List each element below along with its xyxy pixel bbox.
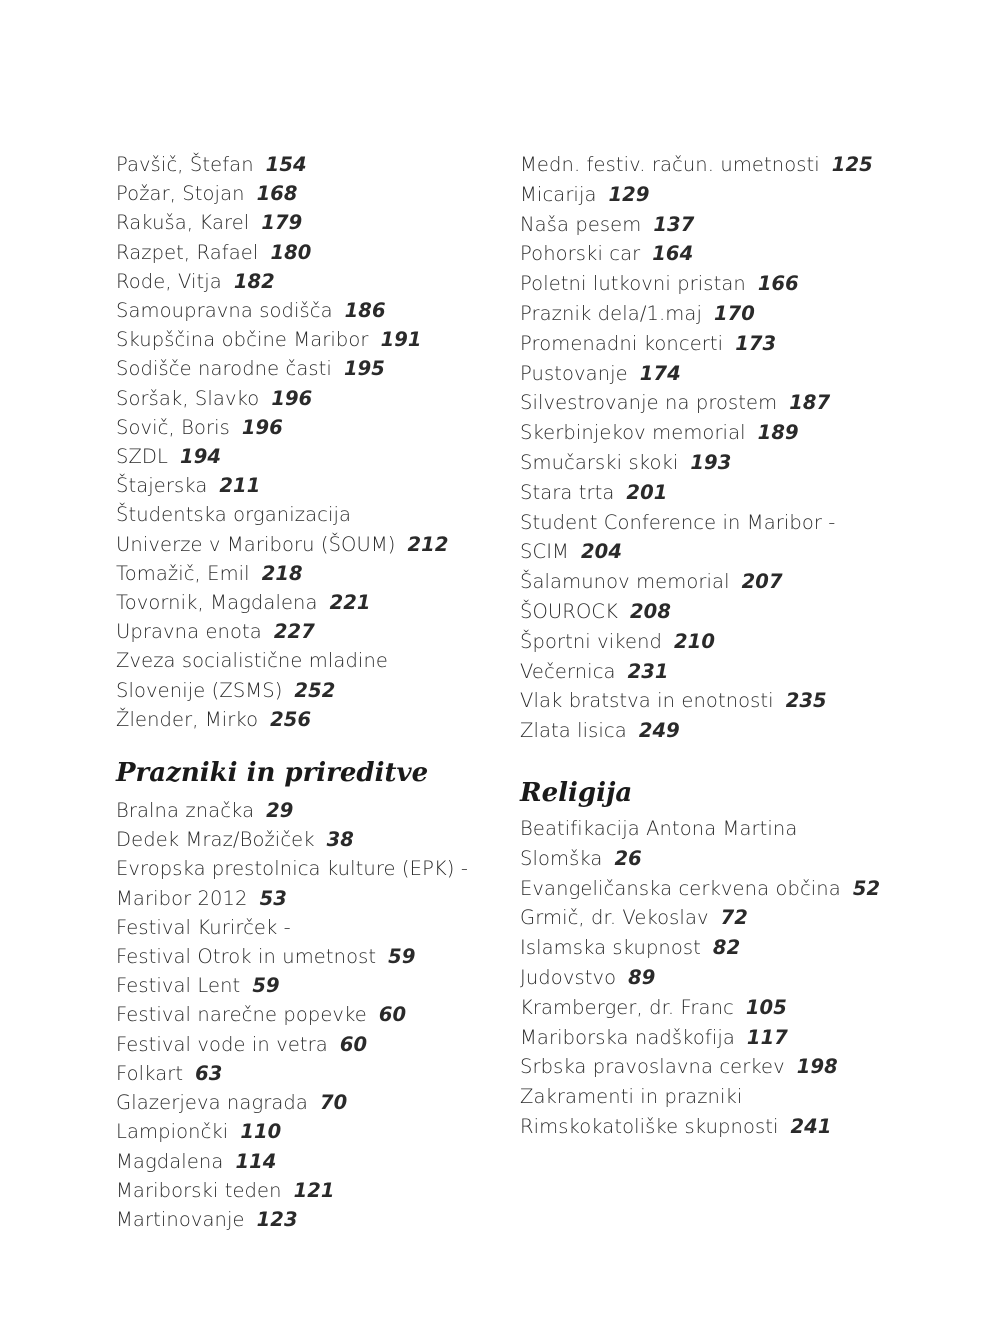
page-number: 208: [630, 599, 672, 623]
index-entry: [520, 814, 940, 874]
index-entry: [520, 1052, 940, 1082]
entry-term: [520, 359, 940, 389]
entry-term: [520, 716, 940, 746]
index-entry: [520, 716, 940, 746]
entry-term: [116, 325, 496, 354]
entry-term: [520, 567, 940, 597]
index-entry: [520, 963, 940, 993]
page-number: 252: [294, 678, 336, 702]
index-entry: [116, 354, 496, 383]
entry-term: [116, 1059, 496, 1088]
entry-term-text: Samoupravna sodišča: [116, 299, 333, 323]
page-number: 89: [628, 965, 656, 989]
index-list: [116, 150, 496, 734]
entry-term-text: Večernica: [520, 659, 616, 683]
entry-term-text: Magdalena: [116, 1149, 224, 1173]
index-entry: [116, 559, 496, 588]
index-entry: [520, 508, 940, 568]
index-entry: [116, 267, 496, 296]
entry-term-text: Maribor 2012: [116, 886, 248, 910]
entry-term: [116, 1000, 496, 1029]
page-number: 105: [745, 995, 787, 1019]
entry-term-text: Poletni lutkovni pristan: [520, 272, 746, 296]
entry-term: [116, 559, 496, 588]
entry-term: [116, 1117, 496, 1146]
index-entry: [116, 1117, 496, 1146]
entry-term: [520, 418, 940, 448]
entry-term: [116, 1205, 496, 1234]
entry-term: [116, 1176, 496, 1205]
entry-term-text: SZDL: [116, 445, 169, 469]
page-number: 123: [256, 1207, 298, 1231]
page-number: 207: [741, 570, 783, 594]
page-number: 129: [608, 182, 650, 206]
entry-term: Študentska organizacija: [116, 503, 352, 527]
page-number: 231: [627, 659, 669, 683]
index-entry: [116, 238, 496, 267]
entry-term-text: Žlender, Mirko: [116, 707, 259, 731]
entry-term-text: Kramberger, dr. Franc: [520, 995, 734, 1019]
index-entry: [520, 299, 940, 329]
entry-term: [520, 269, 940, 299]
index-list: [116, 796, 496, 1234]
page-number: 52: [852, 876, 881, 900]
index-entry: [520, 448, 940, 478]
index-entry: [116, 208, 496, 237]
page-number: 241: [790, 1114, 832, 1138]
entry-term-text: Sovič, Boris: [116, 415, 230, 439]
entry-term-text: Upravna enota: [116, 620, 262, 644]
page-number: 212: [407, 532, 449, 556]
index-entry: [520, 627, 940, 657]
entry-term-text: Zlata lisica: [520, 719, 627, 743]
entry-term-text: Pohorski car: [520, 242, 641, 266]
page-number: 59: [252, 974, 280, 998]
page-number: 227: [273, 620, 315, 644]
entry-term-text: Lampiončki: [116, 1120, 229, 1144]
index-entry: [116, 825, 496, 854]
page-number: 164: [652, 242, 694, 266]
index-entry: [520, 150, 940, 180]
entry-term: [116, 208, 496, 237]
page-number: 218: [261, 561, 303, 585]
page-number: 235: [785, 689, 827, 713]
page-number: 154: [265, 153, 307, 176]
index-entry: [520, 210, 940, 240]
entry-term-text: Skupščina občine Maribor: [116, 328, 369, 352]
entry-term-text: Športni vikend: [520, 629, 663, 653]
page-number: 117: [746, 1025, 788, 1049]
page-number: 249: [638, 719, 680, 743]
index-entry: [520, 933, 940, 963]
entry-term-text: Soršak, Slavko: [116, 386, 260, 410]
page-number: 221: [329, 591, 371, 615]
entry-term: [116, 442, 496, 471]
entry-term: Student Conference in Maribor -: [520, 510, 836, 534]
entry-term-text: Požar, Stojan: [116, 182, 245, 206]
index-entry: [116, 500, 496, 558]
entry-term: [116, 1030, 496, 1059]
entry-term: [116, 150, 496, 179]
index-entry: [520, 993, 940, 1023]
index-entry: [520, 329, 940, 359]
index-entry: [116, 471, 496, 500]
entry-term-text: Festival Lent: [116, 974, 241, 998]
index-entry: [116, 1059, 496, 1088]
page-number: 204: [580, 540, 622, 564]
index-entry: [116, 384, 496, 413]
entry-term-text: Medn. festiv. račun. umetnosti: [520, 153, 820, 176]
entry-term: [520, 874, 940, 904]
entry-term-text: Stara trta: [520, 480, 615, 504]
page-number: 60: [378, 1003, 407, 1027]
index-entry: [116, 1088, 496, 1117]
index-entry: [116, 588, 496, 617]
entry-term: [520, 993, 940, 1023]
entry-term: [520, 388, 940, 418]
page-number: 256: [270, 707, 312, 731]
entry-term-text: Evangeličanska cerkvena občina: [520, 876, 841, 900]
index-entry: [116, 179, 496, 208]
entry-term: Evropska prestolnica kulture (EPK) -: [116, 857, 468, 881]
entry-term: [116, 1147, 496, 1176]
entry-term: [520, 448, 940, 478]
page-number: 82: [712, 936, 741, 960]
page-number: 210: [674, 629, 716, 653]
page-number: 166: [757, 272, 799, 296]
entry-term: [116, 705, 496, 734]
page-number: 191: [380, 328, 422, 352]
entry-term: Zakramenti in prazniki: [520, 1085, 743, 1109]
index-entry: [116, 1147, 496, 1176]
page-number: 170: [713, 301, 755, 325]
page-number: 195: [343, 357, 385, 381]
entry-term: [520, 537, 940, 567]
entry-term-text: Tovornik, Magdalena: [116, 591, 318, 615]
entry-term-text: Islamska skupnost: [520, 936, 701, 960]
page-number: 180: [270, 240, 312, 264]
index-entry: [116, 705, 496, 734]
page-number: 174: [639, 361, 681, 385]
page-number: 196: [271, 386, 313, 410]
index-entry: [116, 854, 496, 912]
entry-term-text: ŠOUROCK: [520, 599, 618, 623]
entry-term-text: Štajerska: [116, 474, 208, 498]
entry-term: [520, 627, 940, 657]
page-number: 196: [241, 415, 283, 439]
entry-term-text: Rimskokatoliške skupnosti: [520, 1114, 779, 1138]
index-entry: [116, 617, 496, 646]
index-entry: [520, 180, 940, 210]
page-number: 189: [757, 421, 799, 445]
entry-term-text: Folkart: [116, 1061, 184, 1085]
page-number: 194: [180, 445, 222, 469]
entry-term-text: Silvestrovanje na prostem: [520, 391, 778, 415]
index-entry: [520, 1082, 940, 1142]
page-number: 26: [614, 846, 642, 870]
index-entry: [116, 442, 496, 471]
entry-term: Festival Kurirček -: [116, 915, 291, 939]
entry-term-text: Srbska pravoslavna cerkev: [520, 1055, 785, 1079]
index-entry: [116, 646, 496, 704]
index-entry: [520, 269, 940, 299]
index-entry: [116, 1000, 496, 1029]
entry-term-text: Micarija: [520, 182, 597, 206]
index-entry: [116, 796, 496, 825]
entry-term: [520, 180, 940, 210]
index-list: [520, 150, 940, 746]
entry-term-text: Festival vode in vetra: [116, 1032, 328, 1056]
entry-term: Beatifikacija Antona Martina: [520, 816, 798, 840]
entry-term-text: Vlak bratstva in enotnosti: [520, 689, 774, 713]
entry-term: [116, 413, 496, 442]
index-entry: [520, 1023, 940, 1053]
entry-term: [116, 796, 496, 825]
index-entry: [520, 657, 940, 687]
index-entry: [520, 567, 940, 597]
entry-term-text: Slovenije (ZSMS): [116, 678, 283, 702]
index-entry: [116, 1176, 496, 1205]
entry-term: [116, 884, 496, 913]
index-entry: [116, 1205, 496, 1234]
index-entry: [520, 388, 940, 418]
entry-term-text: Glazerjeva nagrada: [116, 1091, 308, 1115]
page-number: 137: [653, 212, 695, 236]
entry-term: [520, 478, 940, 508]
index-entry: [520, 239, 940, 269]
entry-term: [116, 296, 496, 325]
entry-term: [116, 267, 496, 296]
index-entry: [520, 597, 940, 627]
page-number: 187: [789, 391, 831, 415]
index-entry: [116, 150, 496, 179]
index-list: [520, 814, 940, 1142]
page-number: 173: [735, 331, 777, 355]
entry-term: [520, 150, 940, 180]
page-number: 121: [293, 1178, 335, 1202]
page-number: 72: [720, 906, 748, 930]
page-number: 63: [195, 1061, 223, 1085]
page-number: 168: [256, 182, 298, 206]
index-entry: [520, 418, 940, 448]
entry-term: [116, 179, 496, 208]
page-number: 60: [339, 1032, 368, 1056]
entry-term: [520, 299, 940, 329]
page-number: 198: [796, 1055, 838, 1079]
entry-term-text: Tomažič, Emil: [116, 561, 250, 585]
entry-term-text: SCIM: [520, 540, 569, 564]
entry-term: Zveza socialistične mladine: [116, 649, 389, 673]
entry-term-text: Slomška: [520, 846, 603, 870]
page-number: 110: [240, 1120, 282, 1144]
entry-term: [520, 686, 940, 716]
index-entry: [116, 296, 496, 325]
entry-term: [520, 844, 940, 874]
entry-term-text: Rode, Vitja: [116, 269, 222, 293]
entry-term-text: Sodišče narodne časti: [116, 357, 332, 381]
entry-term: [520, 1052, 940, 1082]
index-entry: [116, 413, 496, 442]
index-entry: [116, 971, 496, 1000]
entry-term: [520, 597, 940, 627]
entry-term: [116, 1088, 496, 1117]
entry-term: [520, 963, 940, 993]
entry-term: [116, 825, 496, 854]
entry-term-text: Praznik dela/1.maj: [520, 301, 702, 325]
entry-term: [116, 354, 496, 383]
page-number: 29: [266, 799, 294, 823]
index-entry: [520, 478, 940, 508]
entry-term-text: Skerbinjekov memorial: [520, 421, 746, 445]
entry-term-text: Razpet, Rafael: [116, 240, 259, 264]
page-number: 114: [235, 1149, 277, 1173]
page-number: 70: [319, 1091, 348, 1115]
entry-term-text: Bralna značka: [116, 799, 255, 823]
entry-term: [116, 471, 496, 500]
entry-term: [520, 329, 940, 359]
section-heading: Prazniki in prireditve: [116, 758, 429, 789]
entry-term-text: Martinovanje: [116, 1207, 245, 1231]
index-entry: [520, 359, 940, 389]
page-number: 186: [344, 299, 386, 323]
page-number: 38: [326, 828, 354, 852]
entry-term-text: Festival narečne popevke: [116, 1003, 367, 1027]
page-number: 201: [626, 480, 668, 504]
section-heading: Religija: [520, 777, 633, 808]
index-entry: [520, 874, 940, 904]
entry-term: [116, 617, 496, 646]
page-number: 59: [388, 945, 416, 969]
index-entry: [116, 1030, 496, 1059]
entry-term: [520, 1023, 940, 1053]
page-number: 53: [259, 886, 287, 910]
entry-term: [116, 942, 496, 971]
entry-term: [520, 657, 940, 687]
page-number: 211: [219, 474, 261, 498]
index-entry: [520, 903, 940, 933]
page-number: 179: [261, 211, 303, 235]
entry-term-text: Rakuša, Karel: [116, 211, 250, 235]
page-number: 182: [233, 269, 275, 293]
entry-term: [116, 676, 496, 705]
entry-term-text: Dedek Mraz/Božiček: [116, 828, 315, 852]
index-entry: [520, 686, 940, 716]
entry-term-text: Grmič, dr. Vekoslav: [520, 906, 709, 930]
entry-term: [520, 903, 940, 933]
entry-term-text: Festival Otrok in umetnost: [116, 945, 377, 969]
index-entry: [116, 325, 496, 354]
entry-term-text: Mariborska nadškofija: [520, 1025, 735, 1049]
entry-term-text: Mariborski teden: [116, 1178, 282, 1202]
entry-term-text: Šalamunov memorial: [520, 570, 730, 594]
entry-term: [520, 1112, 940, 1142]
entry-term: [116, 971, 496, 1000]
left-column: [116, 150, 496, 1234]
entry-term-text: Naša pesem: [520, 212, 642, 236]
entry-term-text: Judovstvo: [520, 965, 617, 989]
entry-term-text: Promenadni koncerti: [520, 331, 724, 355]
right-column: [520, 150, 940, 1142]
entry-term-text: Pavšič, Štefan: [116, 153, 254, 176]
entry-term: [520, 239, 940, 269]
entry-term-text: Pustovanje: [520, 361, 628, 385]
entry-term: [520, 933, 940, 963]
entry-term: [520, 210, 940, 240]
page-number: 125: [831, 153, 873, 176]
entry-term: [116, 238, 496, 267]
entry-term: [116, 384, 496, 413]
entry-term: [116, 588, 496, 617]
entry-term-text: Smučarski skoki: [520, 450, 679, 474]
index-entry: [116, 913, 496, 971]
entry-term: [116, 530, 496, 559]
entry-term-text: Univerze v Mariboru (ŠOUM): [116, 532, 396, 556]
page-number: 193: [690, 450, 732, 474]
